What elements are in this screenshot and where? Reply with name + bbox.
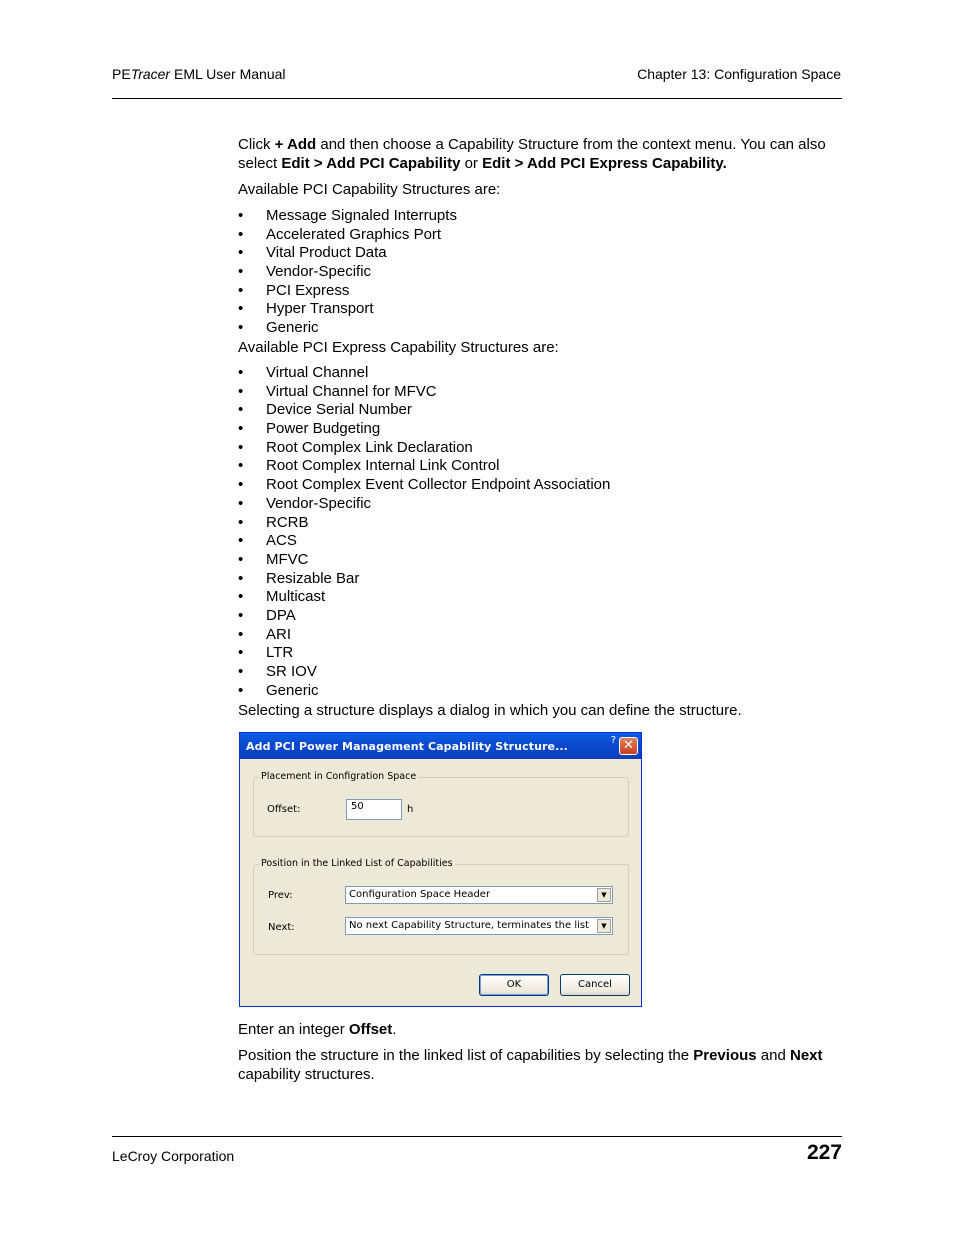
- intro-text-3: or: [460, 155, 483, 172]
- pci-capability-list: [238, 207, 848, 338]
- dialog-title: Add PCI Power Management Capability Structure...: [246, 740, 568, 753]
- footer-rule: [112, 1136, 842, 1137]
- list-item: • PCI Express: [238, 282, 848, 301]
- position-text-2: and: [756, 1047, 790, 1064]
- list-item: • ARI: [238, 626, 848, 645]
- list-item: • Resizable Bar: [238, 570, 848, 589]
- running-header-chapter: Chapter 13: Configuration Space: [637, 66, 841, 82]
- enter-offset-paragraph: [238, 1020, 848, 1039]
- offset-input[interactable]: 50: [346, 799, 402, 820]
- list-item: • ACS: [238, 532, 848, 551]
- list-item: • Generic: [238, 682, 848, 701]
- offset-unit: h: [407, 804, 414, 815]
- position-text-3: capability structures.: [238, 1066, 375, 1083]
- chevron-down-icon[interactable]: ▼: [597, 919, 611, 933]
- close-icon: ✕: [623, 738, 634, 753]
- dialog-titlebar[interactable]: [240, 733, 641, 759]
- intro-text-2: and then choose a Capability Structure from the context menu. You can also select: [238, 136, 826, 172]
- pcie-capability-list: [238, 364, 848, 700]
- enter-offset-bold: Offset: [348, 1021, 393, 1038]
- page-number: 227: [806, 1141, 842, 1164]
- prev-select[interactable]: [345, 886, 613, 904]
- pcie-heading: Available PCI Express Capability Structures are:: [238, 339, 559, 356]
- list-item: • Generic: [238, 319, 848, 338]
- cancel-button[interactable]: Cancel: [560, 974, 630, 996]
- header-suffix: EML User Manual: [170, 66, 286, 82]
- placement-group-title: Placement in Configration Space: [261, 771, 417, 782]
- offset-label: Offset:: [267, 804, 301, 815]
- add-capability-dialog: [239, 732, 642, 1007]
- position-text-1: Position the structure in the linked list of capabilities by selecting the: [238, 1047, 694, 1064]
- list-item: • LTR: [238, 644, 848, 663]
- next-label: Next:: [268, 922, 295, 933]
- prev-select-value: Configuration Space Header: [349, 889, 491, 900]
- intro-bold-menu-pci: Edit > Add PCI Capability: [281, 155, 461, 172]
- next-select[interactable]: [345, 917, 613, 935]
- position-bold-next: Next: [790, 1047, 823, 1064]
- list-item: • Root Complex Event Collector Endpoint Association: [238, 476, 848, 495]
- selecting-paragraph: Selecting a structure displays a dialog in which you can define the structure.: [238, 702, 742, 719]
- list-item: • Root Complex Link Declaration: [238, 439, 848, 458]
- list-item: • Multicast: [238, 588, 848, 607]
- list-item: • Device Serial Number: [238, 401, 848, 420]
- position-paragraph: [238, 1046, 848, 1084]
- header-italic: Tracer: [130, 66, 171, 82]
- list-item: • RCRB: [238, 514, 848, 533]
- intro-paragraph: [238, 135, 848, 173]
- position-group: [253, 858, 629, 955]
- intro-bold-add: + Add: [274, 136, 317, 153]
- list-item: • DPA: [238, 607, 848, 626]
- position-group-title: Position in the Linked List of Capabilities: [261, 858, 453, 869]
- help-icon[interactable]: ?: [610, 735, 616, 746]
- chevron-down-icon[interactable]: ▼: [597, 888, 611, 902]
- position-bold-previous: Previous: [693, 1047, 757, 1064]
- list-item: • Accelerated Graphics Port: [238, 226, 848, 245]
- placement-group: [253, 771, 629, 837]
- dialog-body: [243, 759, 638, 1004]
- list-item: • Vital Product Data: [238, 244, 848, 263]
- header-prefix: PE: [112, 66, 131, 82]
- ok-button[interactable]: OK: [479, 974, 549, 996]
- prev-label: Prev:: [268, 890, 293, 901]
- intro-text-1: Click: [238, 136, 275, 153]
- next-select-value: No next Capability Structure, terminates the list: [349, 920, 590, 931]
- footer-company: LeCroy Corporation: [112, 1148, 235, 1164]
- list-item: • Vendor-Specific: [238, 495, 848, 514]
- list-item: • Root Complex Internal Link Control: [238, 457, 848, 476]
- list-item: • SR IOV: [238, 663, 848, 682]
- list-item: • Virtual Channel: [238, 364, 848, 383]
- list-item: • Power Budgeting: [238, 420, 848, 439]
- enter-offset-text-1: Enter an integer: [238, 1021, 349, 1038]
- enter-offset-text-2: .: [392, 1021, 397, 1038]
- pci-heading: Available PCI Capability Structures are:: [238, 181, 501, 198]
- intro-bold-menu-pcie: Edit > Add PCI Express Capability.: [482, 155, 727, 172]
- list-item: • MFVC: [238, 551, 848, 570]
- list-item: • Message Signaled Interrupts: [238, 207, 848, 226]
- list-item: • Hyper Transport: [238, 300, 848, 319]
- list-item: • Virtual Channel for MFVC: [238, 383, 848, 402]
- close-button[interactable]: [619, 737, 638, 755]
- list-item: • Vendor-Specific: [238, 263, 848, 282]
